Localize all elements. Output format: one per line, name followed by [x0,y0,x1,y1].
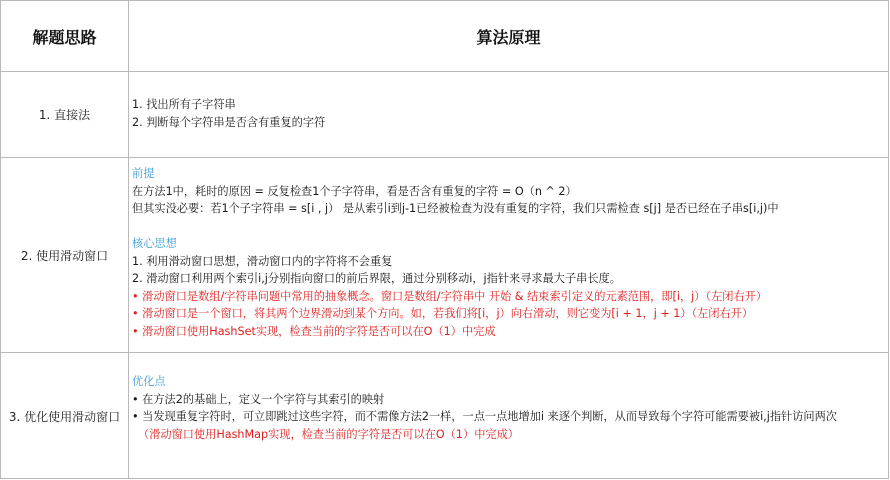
header-row [1,1,888,72]
approach-label: 3. 优化使用滑动窗口 [8,409,121,424]
principle-line: 在方法1中，耗时的原因 = 反复检查1个子字符串，看是否含有重复的字符 = O（n ^ 2） [132,184,577,198]
approach-cell [1,158,129,352]
section-title-core-idea: 核心思想 [132,237,177,250]
section-title-optimization: 优化点 [132,375,166,388]
principle-line: 1. 利用滑动窗口思想，滑动窗口内的字符将不会重复 [132,254,393,268]
principle-line: 2. 滑动窗口利用两个索引i,j分别指向窗口的前后界限，通过分别移动i，j指针来寻求最大子串长度。 [132,272,621,285]
principle-line: 但其实没必要：若1个子字符串 = s[i , j） 是从索引i到j-1已经被检查为没有重复的字符，我们只需检查 s[j] 是否已经在子串s[i,j)中 [132,202,779,215]
highlight-line: • 滑动窗口使用HashSet实现，检查当前的字符是否可以在O（1）中完成 [132,324,496,338]
principle-line: • 在方法2的基础上，定义一个字符与其索引的映射 [132,392,385,406]
principle-line: • 当发现重复字符时，可立即跳过这些字符，而不需像方法2一样，一点一点地增加i 来逐个判断，从而导致每个字符可能需要被i,j指针访问两次 [132,410,837,423]
principle-line: 2. 判断每个字符串是否含有重复的字符 [132,115,326,129]
principle-cell [129,72,888,157]
table-row [1,158,888,353]
principle-line: 1. 找出所有子字符串 [132,98,236,111]
header-principle: 算法原理 [476,27,541,47]
approach-cell [1,72,129,157]
approach-label: 1. 直接法 [38,108,91,122]
section-title-premise: 前提 [132,167,155,180]
principle-cell [129,158,888,352]
highlight-line: • 滑动窗口是数组/字符串问题中常用的抽象概念。窗口是数组/字符串中 开始 & 结束索引定义的元素范围，即[i，j）（左闭右开） [132,289,768,303]
approach-cell [1,353,129,479]
highlight-line: • 滑动窗口是一个窗口，将其两个边界滑动到某个方向。如，若我们将[i，j）向右滑动，则它变为[i + 1，j + 1）（左闭右开） [132,307,754,320]
table-row [1,72,888,158]
highlight-line: （滑动窗口使用HashMap实现，检查当前的字符是否可以在O（1）中完成） [138,427,519,441]
principle-cell [129,353,888,479]
table-row [1,353,888,479]
header-approach: 解题思路 [1,1,129,71]
approach-label: 2. 使用滑动窗口 [20,248,109,263]
